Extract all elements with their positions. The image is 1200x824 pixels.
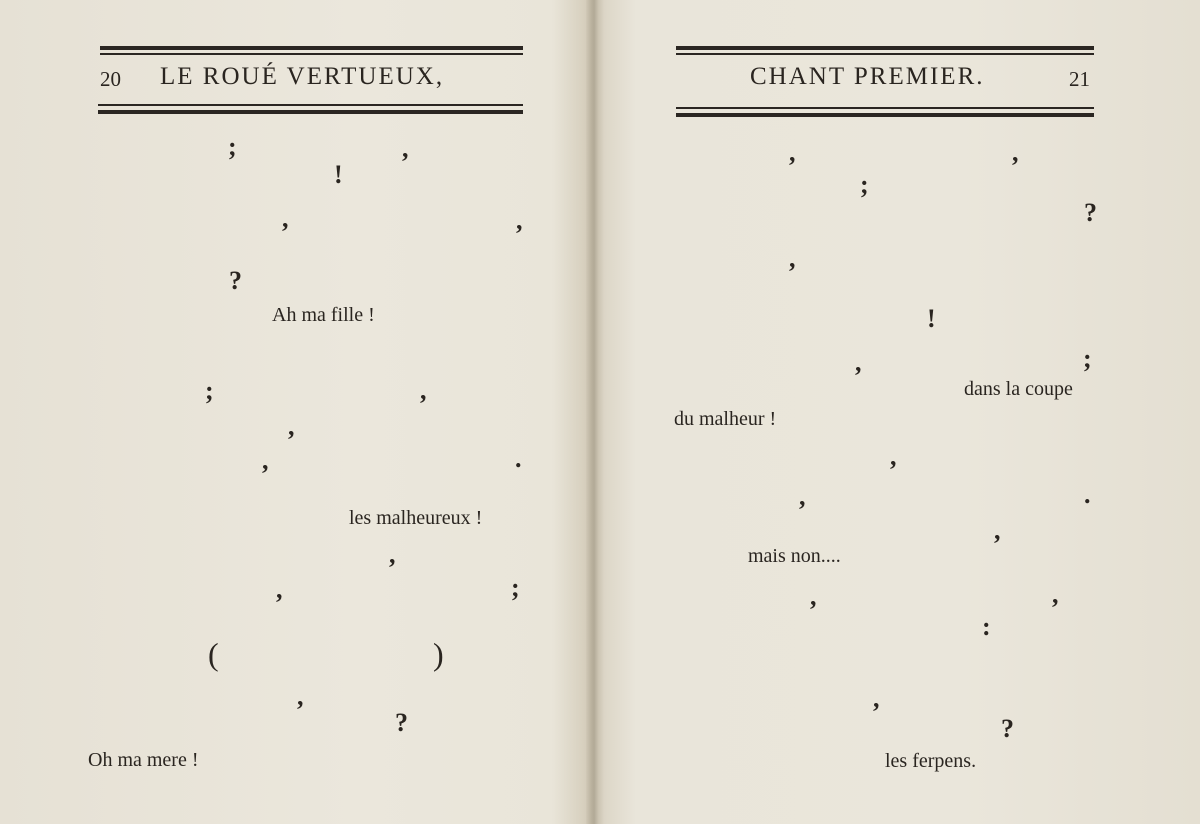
text-phrase: dans la coupe bbox=[964, 378, 1073, 400]
text-phrase: Oh ma mere ! bbox=[88, 749, 199, 771]
header-rule-top-thin bbox=[100, 53, 523, 55]
header-rule-bottom-thin bbox=[98, 104, 523, 106]
header-rule-top bbox=[676, 46, 1094, 50]
punctuation-mark: ! bbox=[927, 304, 936, 333]
punctuation-mark: ; bbox=[205, 376, 214, 405]
text-phrase: les malheureux ! bbox=[349, 507, 483, 529]
punctuation-mark: , bbox=[1052, 580, 1059, 609]
open-parenthesis: ( bbox=[208, 636, 219, 672]
punctuation-mark: , bbox=[994, 516, 1001, 545]
right-page bbox=[602, 0, 1200, 824]
punctuation-mark: ; bbox=[860, 170, 869, 199]
punctuation-mark: , bbox=[890, 442, 897, 471]
text-phrase: mais non.... bbox=[748, 545, 841, 567]
punctuation-mark: . bbox=[1084, 480, 1091, 509]
running-head: CHANT PREMIER. bbox=[750, 63, 985, 90]
header-rule-bottom-thin bbox=[676, 107, 1094, 109]
punctuation-mark: , bbox=[789, 138, 796, 167]
text-phrase: Ah ma fille ! bbox=[272, 304, 375, 326]
punctuation-mark: ; bbox=[511, 573, 520, 602]
punctuation-mark: , bbox=[288, 412, 295, 441]
punctuation-mark: ! bbox=[334, 160, 343, 189]
punctuation-mark: , bbox=[799, 482, 806, 511]
punctuation-mark: ; bbox=[1083, 344, 1092, 373]
punctuation-mark: , bbox=[297, 682, 304, 711]
punctuation-mark: , bbox=[855, 348, 862, 377]
text-phrase: les ferpens. bbox=[885, 750, 977, 772]
close-parenthesis: ) bbox=[433, 636, 444, 672]
header-rule-top-thin bbox=[676, 53, 1094, 55]
punctuation-mark: , bbox=[282, 204, 289, 233]
punctuation-mark: , bbox=[262, 446, 269, 475]
punctuation-mark: ? bbox=[1084, 198, 1097, 227]
punctuation-mark: ; bbox=[228, 132, 237, 161]
punctuation-mark: , bbox=[516, 206, 523, 235]
punctuation-mark: . bbox=[515, 444, 522, 473]
punctuation-mark: ? bbox=[229, 266, 242, 295]
punctuation-mark: , bbox=[276, 575, 283, 604]
punctuation-mark: : bbox=[982, 612, 991, 641]
header-rule-bottom bbox=[98, 110, 523, 114]
punctuation-mark: , bbox=[389, 540, 396, 569]
punctuation-mark: , bbox=[420, 376, 427, 405]
header-rule-top bbox=[100, 46, 523, 50]
punctuation-mark: , bbox=[810, 582, 817, 611]
running-head: LE ROUÉ VERTUEUX, bbox=[160, 63, 445, 90]
punctuation-mark: , bbox=[789, 244, 796, 273]
punctuation-mark: , bbox=[402, 134, 409, 163]
left-page bbox=[0, 0, 590, 824]
punctuation-mark: , bbox=[873, 684, 880, 713]
header-rule-bottom bbox=[676, 113, 1094, 117]
text-phrase: du malheur ! bbox=[674, 408, 777, 430]
page-number: 20 bbox=[100, 67, 121, 91]
punctuation-mark: ? bbox=[1001, 714, 1014, 743]
punctuation-mark: ? bbox=[395, 708, 408, 737]
page-number: 21 bbox=[1069, 67, 1090, 91]
punctuation-mark: , bbox=[1012, 138, 1019, 167]
